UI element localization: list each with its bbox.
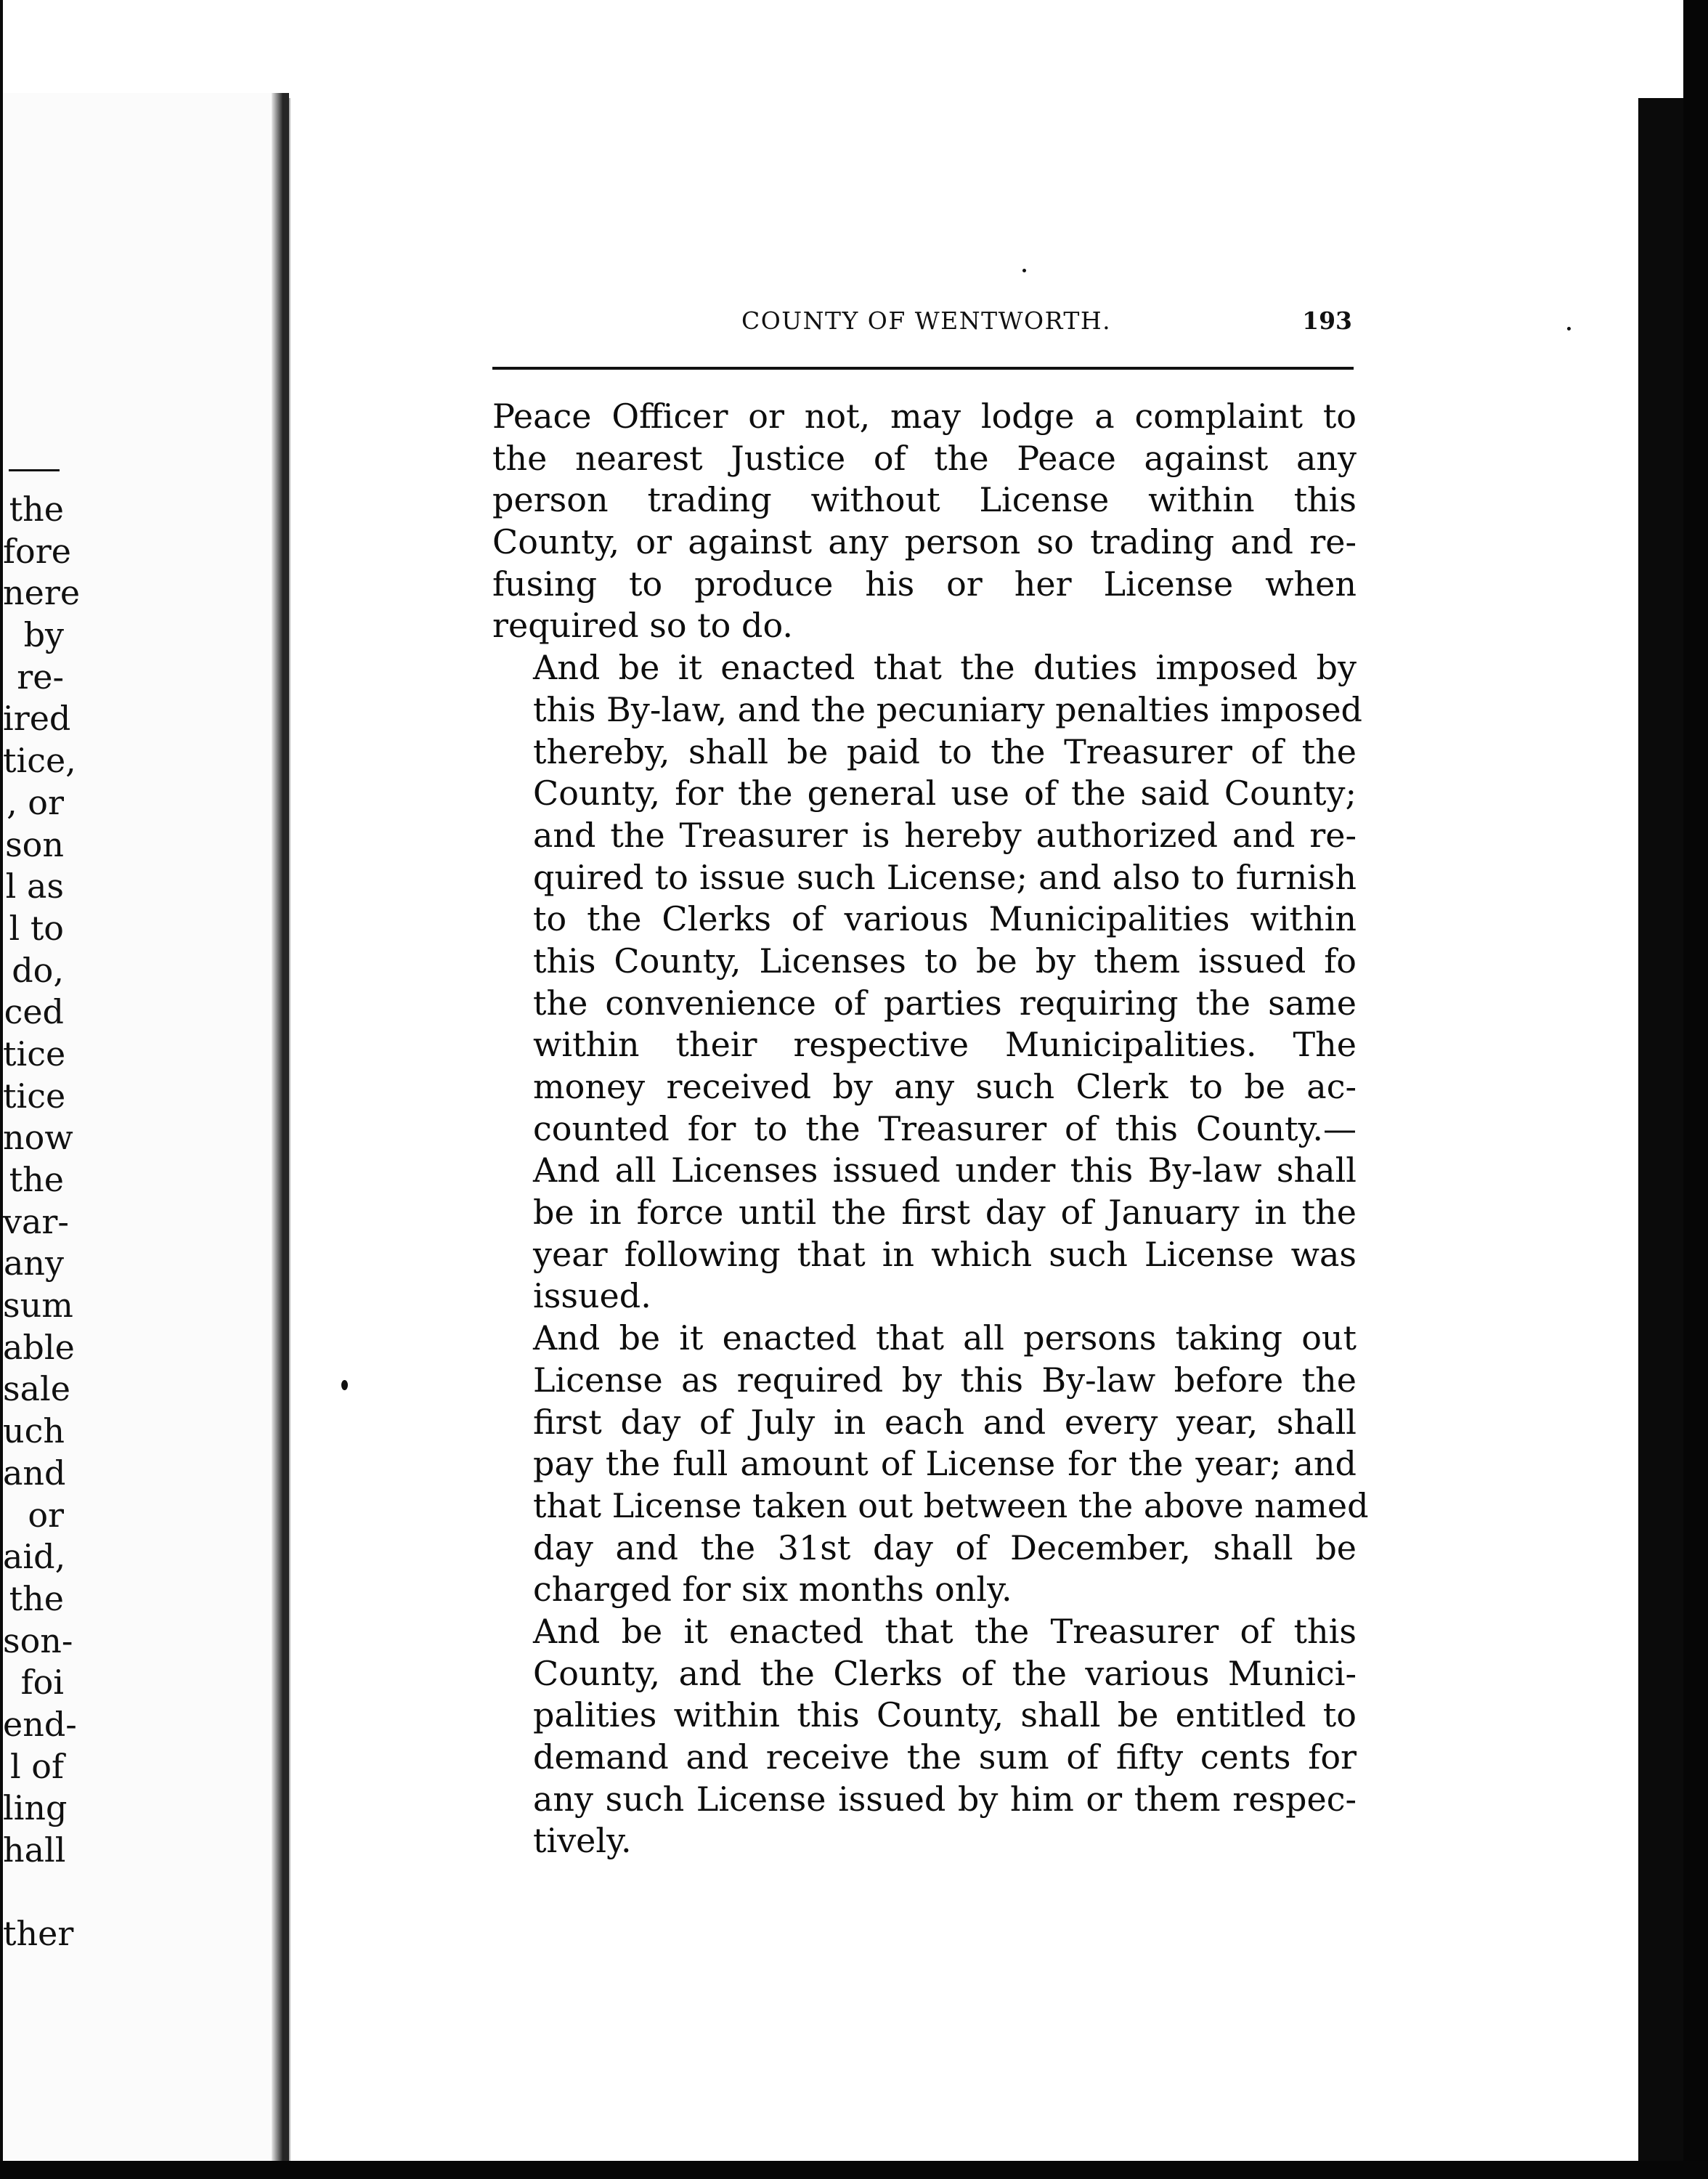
text-line: palities within this County, shall be entitled to <box>533 1695 1357 1735</box>
text-line: day and the 31st day of December, shall be <box>533 1527 1357 1567</box>
text-line: money received by any such Clerk to be ac- <box>533 1067 1357 1106</box>
text-line: And be it enacted that the Treasurer of this <box>533 1611 1357 1651</box>
text-line: issued. <box>533 1276 651 1316</box>
left-page-line-fragment: able <box>3 1327 75 1367</box>
left-page-line-fragment: uch <box>3 1411 65 1451</box>
text-line: tively. <box>533 1821 632 1861</box>
text-line: that License taken out between the above named <box>533 1485 1369 1525</box>
text-line: County, for the general use of the said County; <box>533 774 1357 813</box>
paragraph <box>492 647 1363 1318</box>
text-line: License as required by this By-law before the <box>533 1360 1357 1400</box>
text-line: demand and receive the sum of fifty cents for <box>533 1737 1357 1777</box>
ink-speck <box>341 1380 348 1390</box>
text-line: any such License issued by him or them respec- <box>533 1779 1357 1819</box>
text-line: this County, Licenses to be by them issued fo <box>533 941 1357 981</box>
text-line: charged for six months only. <box>533 1570 1012 1610</box>
left-page-edge-shadow <box>272 93 283 2161</box>
left-page-line-fragment: son <box>5 824 64 864</box>
text-line: within their respective Municipalities. The <box>533 1025 1357 1065</box>
left-page-line-fragment: do, <box>12 950 64 990</box>
left-page-line-fragment: end- <box>3 1704 77 1744</box>
left-page-line-fragment: tice, <box>3 741 76 781</box>
left-page-line-fragment: l as <box>5 867 64 906</box>
left-page-line-fragment: and <box>3 1453 66 1493</box>
ink-speck <box>1567 327 1571 330</box>
text-line: thereby, shall be paid to the Treasurer of the <box>533 731 1357 771</box>
left-page-header-rule <box>9 469 60 471</box>
text-line: to the Clerks of various Municipalities within <box>533 899 1357 939</box>
text-line: And be it enacted that the duties imposed by <box>533 648 1357 688</box>
left-page-line-fragment: or <box>28 1495 64 1535</box>
page-body-text <box>492 396 1369 1862</box>
left-page-line-fragment: ther <box>3 1914 74 1954</box>
text-line: And be it enacted that all persons taking out <box>533 1318 1357 1358</box>
right-page-edge-shadow <box>1638 98 1683 2179</box>
left-page-line-fragment: the <box>9 1578 64 1618</box>
left-page-line-fragment <box>3 1872 64 1914</box>
paragraph <box>492 1611 1357 1862</box>
left-page-line-fragment: tice <box>3 1076 66 1116</box>
left-page-line-fragment: sale <box>3 1369 70 1409</box>
text-line: fusing to produce his or her License when <box>492 564 1357 604</box>
left-page-line-fragment: , or <box>7 782 64 822</box>
left-page-line-fragment: ling <box>3 1788 68 1828</box>
left-page-line-fragment: foi <box>20 1663 64 1703</box>
paragraph <box>492 396 1357 647</box>
running-head: COUNTY OF WENTWORTH. <box>741 307 1112 335</box>
page-header <box>491 307 1355 343</box>
left-page-line-fragment: any <box>3 1243 64 1283</box>
left-page-line-fragment: l of <box>9 1746 64 1786</box>
text-line: year following that in which such License was <box>533 1234 1357 1274</box>
text-line: required so to do. <box>492 606 793 646</box>
text-line: and the Treasurer is hereby authorized and re- <box>533 815 1357 855</box>
text-line: County, or against any person so trading and re- <box>492 522 1357 562</box>
left-page-line-fragment: aid, <box>3 1537 66 1577</box>
text-line: person trading without License within this <box>492 480 1357 520</box>
text-line: Peace Officer or not, may lodge a complaint to <box>492 397 1357 436</box>
left-page-line-fragment: tice <box>3 1034 66 1074</box>
text-line: counted for to the Treasurer of this County.— <box>533 1108 1357 1148</box>
left-page-line-fragment: var- <box>3 1201 69 1241</box>
text-line: quired to issue such License; and also to furnish <box>533 857 1357 897</box>
text-line: And all Licenses issued under this By-law shall <box>533 1151 1357 1190</box>
left-page <box>3 93 272 2161</box>
text-line: the nearest Justice of the Peace against any <box>492 438 1357 478</box>
left-page-line-fragment: ced <box>4 992 64 1032</box>
text-line: County, and the Clerks of the various Munici- <box>533 1653 1357 1693</box>
text-line: pay the full amount of License for the year; and <box>533 1444 1357 1484</box>
page-number: 193 <box>1302 307 1352 335</box>
left-page-line-fragment: fore <box>3 531 71 571</box>
left-page-line-fragment: by <box>23 615 64 655</box>
text-line: be in force until the first day of January in the <box>533 1193 1357 1233</box>
left-page-line-fragment: son- <box>3 1620 73 1660</box>
left-page-line-fragment: sum <box>3 1286 73 1326</box>
book-gutter <box>283 93 289 2161</box>
left-page-text-fragments <box>3 489 81 1955</box>
header-rule <box>492 367 1354 370</box>
left-page-line-fragment: hall <box>3 1830 66 1870</box>
text-line: first day of July in each and every year, shall <box>533 1402 1357 1442</box>
paragraph <box>492 1318 1369 1611</box>
left-page-line-fragment: the <box>9 490 64 529</box>
scan-top-margin <box>0 0 1708 3</box>
scan-bottom-border <box>0 2161 1708 2179</box>
left-page-line-fragment: nere <box>3 573 81 613</box>
text-line: this By-law, and the pecuniary penalties imposed <box>533 689 1363 729</box>
left-page-line-fragment: ired <box>3 699 71 739</box>
scan-right-border <box>1683 0 1708 2179</box>
left-page-line-fragment: the <box>9 1160 64 1199</box>
left-page-line-fragment: l to <box>9 908 64 948</box>
text-line: the convenience of parties requiring the same <box>533 983 1357 1023</box>
left-page-line-fragment: re- <box>17 657 64 697</box>
left-page-line-fragment: now <box>3 1118 73 1158</box>
ink-speck <box>1022 269 1026 272</box>
